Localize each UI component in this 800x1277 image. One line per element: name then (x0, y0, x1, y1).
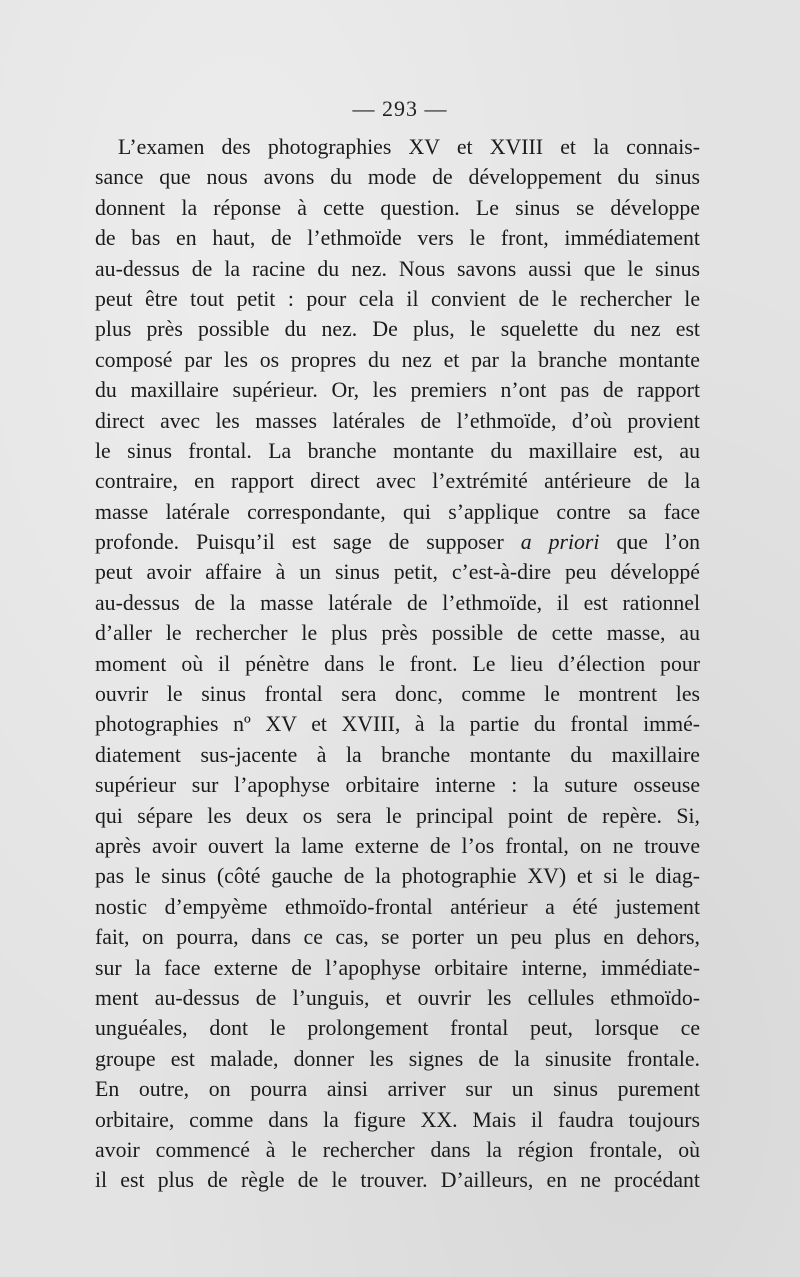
text-line: fait, on pourra, dans ce cas, se porter un peu plus en dehors, (95, 925, 700, 950)
text-line: diatement sus-jacente à la branche montante du maxillaire (95, 742, 700, 767)
text-line: donnent la réponse à cette question. Le sinus se développe (95, 195, 700, 220)
text-segment: profonde. Puisqu’il est sage de supposer (95, 530, 504, 555)
text-line: moment où il pénètre dans le front. Le lieu d’élection pour (95, 651, 700, 676)
page-number: — 293 — (352, 96, 448, 121)
text-line: unguéales, dont le prolongement frontal peut, lorsque ce (95, 1016, 700, 1041)
text-line: il est plus de règle de le trouver. D’ailleurs, en ne procédant (95, 1168, 700, 1193)
text-line: contraire, en rapport direct avec l’extrémité antérieure de la (95, 469, 700, 494)
text-line: L’examen des photographies XV et XVIII et la connais- (118, 135, 700, 159)
text-line: sance que nous avons du mode de développement du sinus (95, 165, 700, 190)
italic-phrase: a priori (520, 530, 600, 555)
text-line: En outre, on pourra ainsi arriver sur un sinus purement (95, 1077, 700, 1102)
text-line: direct avec les masses latérales de l’ethmoïde, d’où provient (95, 408, 700, 433)
text-line: ment au-dessus de l’unguis, et ouvrir les cellules ethmoïdo- (95, 985, 700, 1010)
text-line: plus près possible du nez. De plus, le squelette du nez est (95, 317, 700, 342)
text-line: après avoir ouvert la lame externe de l’os frontal, on ne trouve (95, 833, 700, 858)
text-line: composé par les os propres du nez et par la branche montante (95, 347, 700, 372)
text-line: supérieur sur l’apophyse orbitaire interne : la suture osseuse (95, 773, 700, 798)
text-segment: que l’on (616, 530, 700, 555)
text-line: qui sépare les deux os sera le principal point de repère. Si, (95, 803, 700, 828)
text-line: le sinus frontal. La branche montante du maxillaire est, au (95, 438, 700, 463)
text-line: masse latérale correspondante, qui s’applique contre sa face (95, 499, 700, 524)
text-line: avoir commencé à le rechercher dans la région frontale, où (95, 1137, 700, 1162)
text-line: au-dessus de la masse latérale de l’ethmoïde, il est rationnel (95, 590, 700, 615)
text-line: sur la face externe de l’apophyse orbitaire interne, immédiate- (95, 955, 700, 980)
text-line: de bas en haut, de l’ethmoïde vers le front, immédiatement (95, 226, 700, 251)
text-line: groupe est malade, donner les signes de la sinusite frontale. (95, 1046, 700, 1071)
text-line: d’aller le rechercher le plus près possible de cette masse, au (95, 621, 700, 646)
text-line-with-italic (95, 527, 700, 557)
text-line: peut avoir affaire à un sinus petit, c’est-à-dire peu développé (95, 560, 700, 585)
body-text (95, 132, 700, 1196)
text-line: peut être tout petit : pour cela il convient de le rechercher le (95, 286, 700, 311)
text-line: du maxillaire supérieur. Or, les premiers n’ont pas de rapport (95, 378, 700, 403)
text-line: photographies nº XV et XVIII, à la partie du frontal immé- (95, 712, 700, 737)
text-line: pas le sinus (côté gauche de la photographie XV) et si le diag- (95, 864, 700, 889)
text-line: nostic d’empyème ethmoïdo-frontal antérieur a été justement (95, 894, 700, 919)
text-line: ouvrir le sinus frontal sera donc, comme le montrent les (95, 682, 700, 707)
text-line: orbitaire, comme dans la figure XX. Mais il faudra toujours (95, 1107, 700, 1132)
text-line: au-dessus de la racine du nez. Nous savons aussi que le sinus (95, 256, 700, 281)
